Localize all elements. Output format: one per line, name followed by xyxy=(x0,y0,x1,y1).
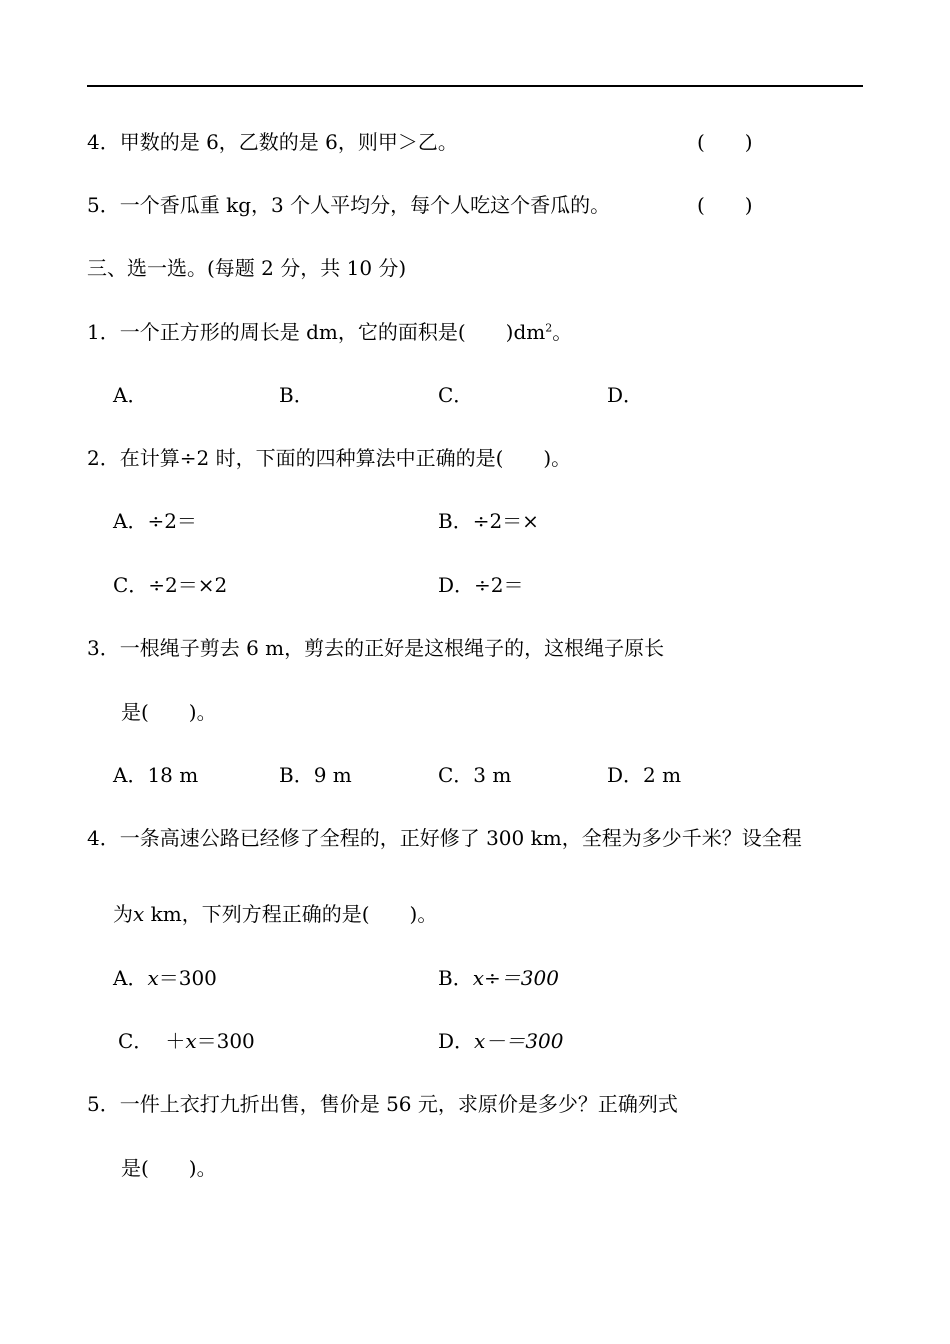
question-3-option-a: A．18 m xyxy=(113,763,199,787)
question-3-option-d: D．2 m xyxy=(607,763,682,787)
top-rule xyxy=(87,85,863,87)
option-label: D． xyxy=(438,1029,475,1053)
option-label: A． xyxy=(113,966,148,990)
option-expression: ＝300 xyxy=(158,966,217,990)
question-2-option-a: A．÷2＝ xyxy=(113,509,197,533)
question-3-option-b: B．9 m xyxy=(279,763,352,787)
judge-answer-paren-4: ( ) xyxy=(697,130,753,154)
question-1-option-d: D． xyxy=(607,383,644,407)
option-expression: x÷＝300 xyxy=(472,966,559,990)
variable-x: x xyxy=(185,1029,197,1053)
question-4-stem-line2 xyxy=(113,902,437,926)
option-label: B． xyxy=(438,966,473,990)
question-5-stem-line1: 5．一件上衣打九折出售，售价是 56 元，求原价是多少？正确列式 xyxy=(87,1092,678,1116)
judge-item-5: 5．一个香瓜重 kg，3 个人平均分，每个人吃这个香瓜的。 xyxy=(87,193,611,217)
judge-answer-paren-5: ( ) xyxy=(697,193,753,217)
judge-item-4: 4．甲数的是 6，乙数的是 6，则甲＞乙。 xyxy=(87,130,458,154)
question-2-option-b: B．÷2＝× xyxy=(438,509,539,533)
question-1-end: 。 xyxy=(552,320,573,344)
question-4-option-b xyxy=(438,966,559,990)
option-operator: ＋ xyxy=(165,1029,186,1053)
question-4-option-d xyxy=(438,1029,564,1053)
section-heading: 三、选一选。(每题 2 分，共 10 分) xyxy=(87,256,407,280)
question-1-option-b: B． xyxy=(279,383,314,407)
option-label: C． xyxy=(118,1029,154,1053)
option-expression: x－＝300 xyxy=(474,1029,564,1053)
question-1-option-c: C． xyxy=(438,383,474,407)
variable-x: x xyxy=(133,902,145,926)
option-expression: ＝300 xyxy=(196,1029,255,1053)
q4-line2-prefix: 为 xyxy=(113,902,133,926)
question-3-option-c: C．3 m xyxy=(438,763,512,787)
question-5-stem-line2: 是( )。 xyxy=(121,1156,217,1180)
question-1-option-a: A． xyxy=(113,383,148,407)
question-4-option-c xyxy=(118,1029,255,1053)
question-4-option-a xyxy=(113,966,217,990)
superscript: 2 xyxy=(545,321,553,335)
question-3-stem-line2: 是( )。 xyxy=(121,700,217,724)
q4-line2-rest: km，下列方程正确的是( )。 xyxy=(144,902,438,926)
question-3-stem-line1: 3．一根绳子剪去 6 m，剪去的正好是这根绳子的，这根绳子原长 xyxy=(87,636,665,660)
question-2-option-c: C．÷2＝×2 xyxy=(113,573,228,597)
question-2-stem: 2．在计算÷2 时，下面的四种算法中正确的是( )。 xyxy=(87,446,572,470)
question-1-text: 1．一个正方形的周长是 dm，它的面积是( )dm xyxy=(87,320,546,344)
question-4-stem-line1: 4．一条高速公路已经修了全程的，正好修了 300 km，全程为多少千米？设全程 xyxy=(87,826,802,850)
question-1-stem xyxy=(87,320,572,344)
question-2-option-d: D．÷2＝ xyxy=(438,573,524,597)
variable-x: x xyxy=(147,966,159,990)
